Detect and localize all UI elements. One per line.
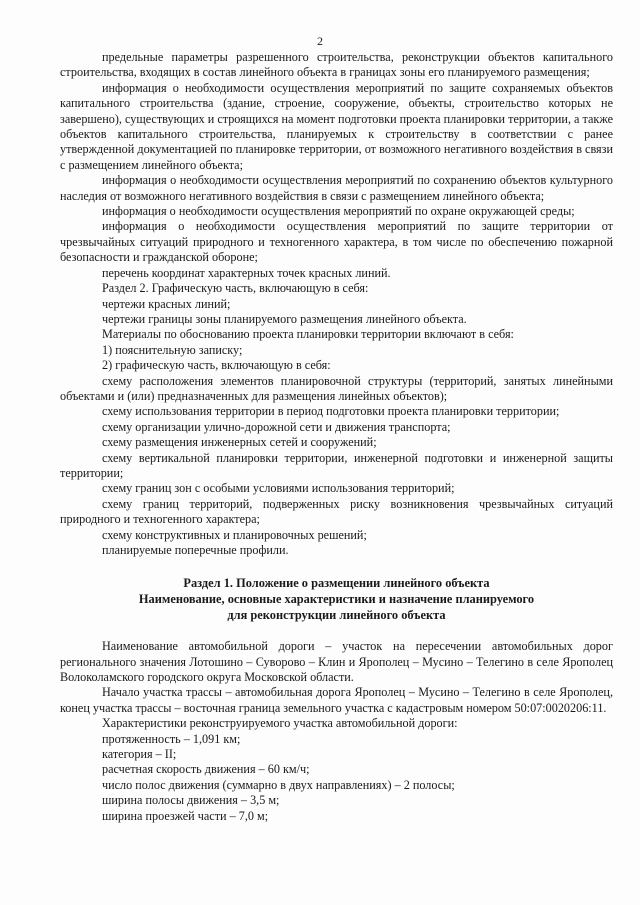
paragraph: информация о необходимости осуществления мероприятий по защите сохраняемых объектов капитального строительства (здание, строение, сооружение, объекты, строительство которых не завершено), существующих и строящихся на момент подготовки проекта планировки территории, а также объектов капитального строительства, планируемых к строительству в соответствии с ранее утвержденной документацией по планировке территории, от возможного негативного воздействия в связи с размещением линейного объекта;: [60, 80, 613, 172]
paragraph: предельные параметры разрешенного строительства, реконструкции объектов капитального строительства, входящих в состав линейного объекта в границах зоны его планируемого размещения;: [60, 50, 613, 80]
paragraph: информация о необходимости осуществления мероприятий по сохранению объектов культурного наследия от возможного негативного воздействия в связи с размещением линейного объекта;: [60, 173, 613, 203]
paragraph: чертежи красных линий;: [102, 296, 231, 311]
paragraph: Материалы по обоснованию проекта планировки территории включают в себя:: [102, 327, 514, 342]
paragraph: схему конструктивных и планировочных решений;: [102, 527, 367, 542]
paragraph: ширина проезжей части – 7,0 м;: [102, 808, 269, 823]
paragraph: протяженность – 1,091 км;: [102, 731, 241, 746]
paragraph: 2) графическую часть, включающую в себя:: [102, 358, 331, 373]
paragraph: ширина полосы движения – 3,5 м;: [102, 793, 280, 808]
paragraph: схему размещения инженерных сетей и сооружений;: [102, 435, 377, 450]
paragraph: чертежи границы зоны планируемого размещения линейного объекта.: [102, 311, 467, 326]
section-heading-line: Наименование, основные характеристики и назначение планируемого: [138, 592, 535, 606]
paragraph: информация о необходимости осуществления мероприятий по защите территории от чрезвычайных ситуаций природного и техногенного характера, в том числе по обеспечению пожарной безопасности и гражданской обороне;: [60, 219, 613, 265]
section-heading-line: Раздел 1. Положение о размещении линейного объекта: [183, 576, 490, 591]
paragraph: Характеристики реконструируемого участка автомобильной дороги:: [102, 716, 458, 731]
paragraph: схему границ зон с особыми условиями использования территорий;: [102, 481, 455, 496]
paragraph: Начало участка трассы – автомобильная дорога Ярополец – Мусино – Телегино в селе Ярополец, конец участка трассы – восточная граница земельного участка с кадастровым номером 50:07:0020206:11.: [60, 685, 613, 715]
paragraph: схему границ территорий, подверженных риску возникновения чрезвычайных ситуаций природного и техногенного характера;: [60, 496, 613, 527]
page-content: [60, 50, 613, 824]
paragraph: число полос движения (суммарно в двух направлениях) – 2 полосы;: [102, 777, 455, 792]
paragraph: схему организации улично-дорожной сети и движения транспорта;: [102, 419, 451, 434]
paragraph: информация о необходимости осуществления мероприятий по охране окружающей среды;: [102, 204, 575, 219]
section-heading-line: для реконструкции линейного объекта: [227, 607, 446, 622]
paragraph: 1) пояснительную записку;: [102, 342, 243, 357]
paragraph: расчетная скорость движения – 60 км/ч;: [102, 762, 310, 777]
paragraph: Раздел 2. Графическую часть, включающую в себя:: [102, 281, 369, 296]
paragraph: планируемые поперечные профили.: [102, 543, 289, 557]
paragraph: схему расположения элементов планировочной структуры (территорий, занятых линейными объектами и (или) предназначенных для размещения линейных объектов);: [60, 373, 613, 403]
paragraph: перечень координат характерных точек красных линий.: [102, 265, 391, 280]
spacer: [60, 623, 613, 639]
paragraph: схему использования территории в период подготовки проекта планировки территории;: [102, 404, 560, 419]
paragraph: схему вертикальной планировки территории, инженерной подготовки и инженерной защиты территории;: [60, 450, 613, 480]
paragraph: Наименование автомобильной дороги – участок на пересечении автомобильных дорог регионального значения Лотошино – Суворово – Клин и Ярополец – Мусино – Телегино в селе Ярополец Волоколамского городского округа Московской области.: [60, 639, 613, 684]
page-number: 2: [317, 34, 323, 48]
section-heading: [60, 576, 613, 623]
paragraph: категория – II;: [102, 747, 177, 762]
